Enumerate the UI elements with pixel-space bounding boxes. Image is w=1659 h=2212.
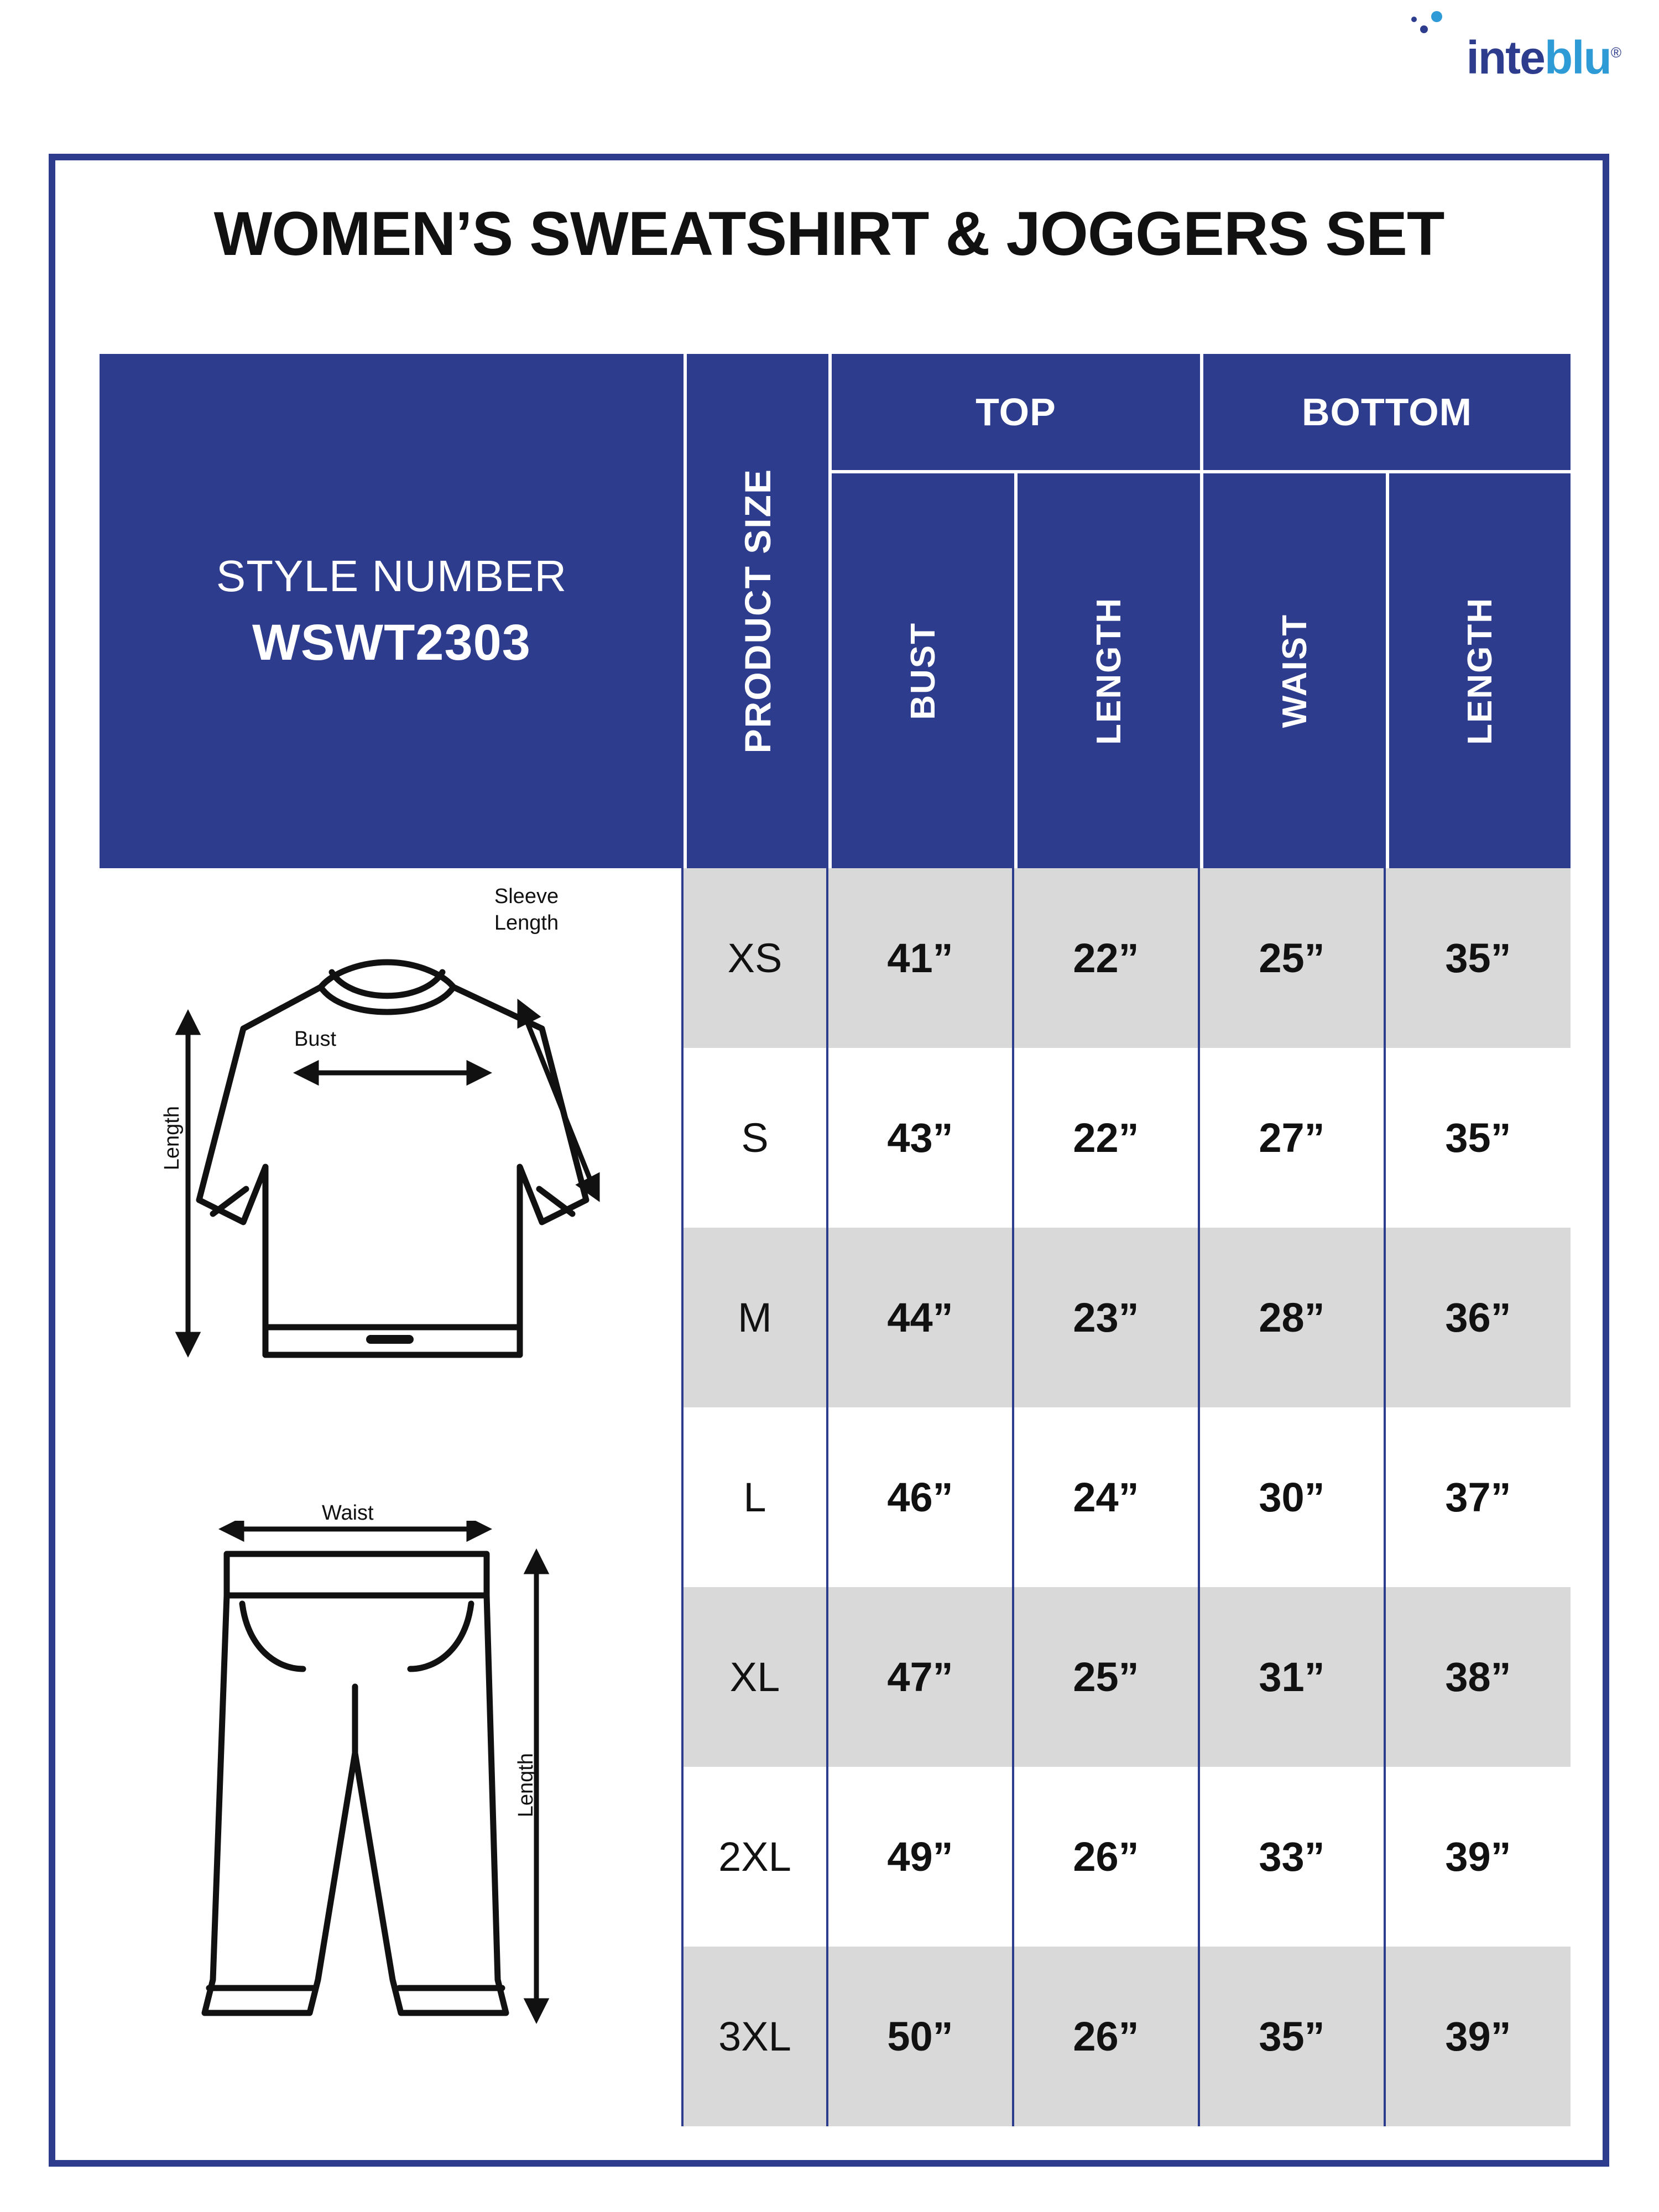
column-group-bottom: BOTTOM (1200, 354, 1571, 470)
cell-top-bust: 46” (828, 1407, 1014, 1587)
table-row (684, 1407, 1571, 1587)
cell-bottom-waist: 31” (1200, 1587, 1386, 1767)
measurement-rows (684, 868, 1571, 2126)
cell-top-length: 26” (1014, 1767, 1200, 1947)
brand-registered-mark: ® (1610, 44, 1620, 61)
cell-bottom-waist: 30” (1200, 1407, 1386, 1587)
table-row (684, 868, 1571, 1048)
brand-wordmark (1388, 32, 1620, 84)
brand-logo (1388, 32, 1620, 84)
column-header-top-bust (828, 470, 1014, 868)
sleeve-length-label-line1: Sleeve (494, 885, 559, 908)
illustration-panel (100, 868, 684, 2126)
bottom-length-label: Length (514, 1753, 538, 1818)
cell-size: XL (684, 1587, 828, 1767)
cell-bottom-waist: 27” (1200, 1048, 1386, 1228)
sweatshirt-illustration-icon (100, 890, 684, 1515)
column-header-top-bust-label: BUST (904, 622, 942, 720)
cell-top-length: 23” (1014, 1228, 1200, 1407)
cell-top-bust: 41” (828, 868, 1014, 1048)
cell-top-bust: 47” (828, 1587, 1014, 1767)
cell-size: M (684, 1228, 828, 1407)
cell-top-length: 25” (1014, 1587, 1200, 1767)
cell-top-length: 22” (1014, 1048, 1200, 1228)
cell-size: XS (684, 868, 828, 1048)
brand-dot-tiny-icon (1411, 17, 1417, 22)
column-header-product-size (684, 354, 828, 868)
column-header-bottom-length-label: LENGTH (1460, 597, 1499, 745)
column-header-bottom-length (1386, 470, 1571, 868)
brand-name-part2: blu (1544, 32, 1611, 84)
cell-size: L (684, 1407, 828, 1587)
product-size-header-label: PRODUCT SIZE (737, 468, 778, 754)
column-header-top-length-label: LENGTH (1089, 597, 1128, 745)
joggers-illustration-icon (100, 1521, 684, 2101)
cell-top-bust: 49” (828, 1767, 1014, 1947)
top-length-label: Length (160, 1106, 184, 1171)
page-title: WOMEN’S SWEATSHIRT & JOGGERS SET (213, 199, 1444, 268)
table-row (684, 1228, 1571, 1407)
column-header-top-length (1014, 470, 1200, 868)
cell-top-bust: 43” (828, 1048, 1014, 1228)
cell-top-length: 26” (1014, 1947, 1200, 2126)
style-number-label: STYLE NUMBER (216, 551, 567, 601)
cell-top-bust: 50” (828, 1947, 1014, 2126)
waist-label: Waist (322, 1501, 374, 1525)
sleeve-length-label-line2: Length (494, 911, 559, 935)
style-number-cell (100, 354, 684, 868)
cell-size: 2XL (684, 1767, 828, 1947)
cell-size: 3XL (684, 1947, 828, 2126)
cell-bottom-length: 35” (1445, 1115, 1511, 1161)
column-header-bottom-waist-label: WAIST (1275, 613, 1314, 728)
cell-bottom-length: 35” (1445, 935, 1511, 981)
cell-bottom-waist: 33” (1200, 1767, 1386, 1947)
cell-bottom-length: 36” (1445, 1295, 1511, 1340)
table-row (684, 1048, 1571, 1228)
table-row (684, 1767, 1571, 1947)
brand-dot-small-icon (1420, 25, 1428, 33)
cell-size: S (684, 1048, 828, 1228)
size-chart-frame (49, 154, 1609, 2167)
cell-bottom-length: 39” (1445, 2013, 1511, 2059)
brand-name-part1: inte (1466, 32, 1545, 84)
column-group-top: TOP (828, 354, 1200, 470)
brand-dot-large-icon (1431, 11, 1442, 22)
cell-top-length: 22” (1014, 868, 1200, 1048)
size-chart-table (100, 354, 1571, 2126)
bust-label: Bust (294, 1027, 337, 1051)
cell-top-length: 24” (1014, 1407, 1200, 1587)
table-row (684, 1947, 1571, 2126)
table-row (684, 1587, 1571, 1767)
cell-bottom-waist: 25” (1200, 868, 1386, 1048)
cell-top-bust: 44” (828, 1228, 1014, 1407)
cell-bottom-length: 39” (1445, 1834, 1511, 1880)
illustrations (100, 868, 684, 2126)
style-number-value: WSWT2303 (252, 614, 531, 671)
brand-dots-icon (1410, 11, 1460, 39)
cell-bottom-length: 38” (1445, 1654, 1511, 1700)
column-header-bottom-waist (1200, 470, 1386, 868)
cell-bottom-waist: 35” (1200, 1947, 1386, 2126)
brand-mark (1388, 32, 1620, 84)
cell-bottom-waist: 28” (1200, 1228, 1386, 1407)
cell-bottom-length: 37” (1445, 1474, 1511, 1520)
